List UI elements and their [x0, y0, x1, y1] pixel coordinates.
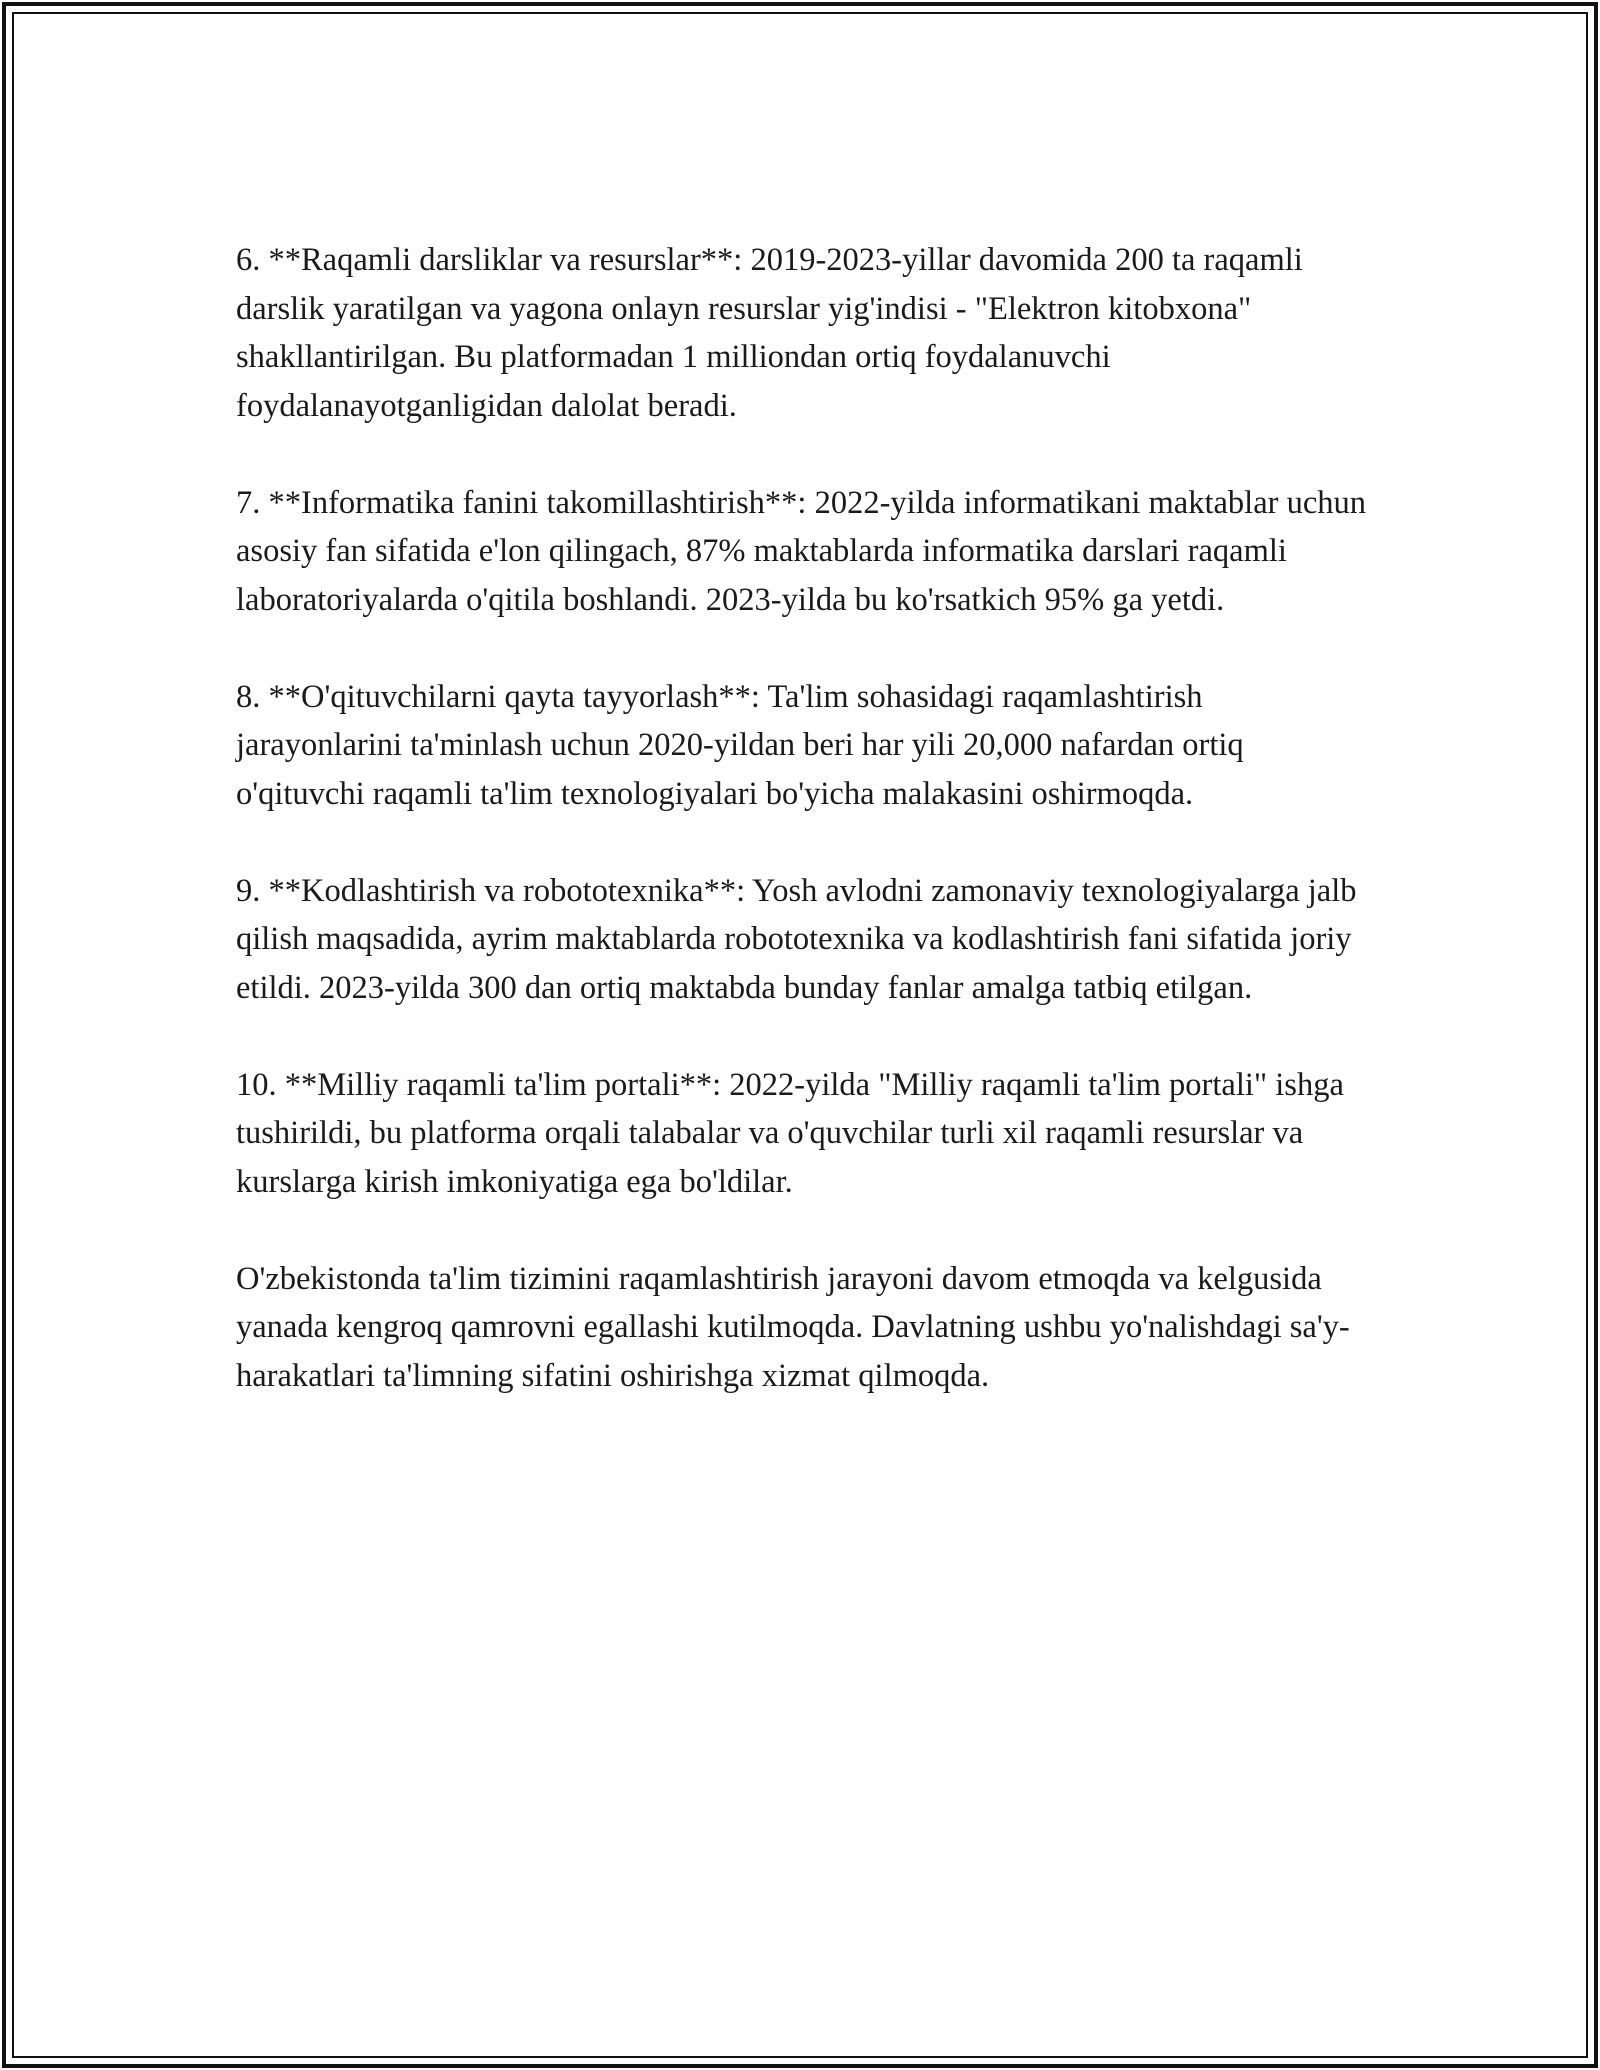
- paragraph-item-6: 6. **Raqamli darsliklar va resurslar**: 2019-2023-yillar davomida 200 ta raqamli darslik yaratilgan va yagona onlayn resurslar yig'indisi - "Elektron kitobxona" shakllantirilgan. Bu platformadan 1 milliondan ortiq foydalanuvchi foydalanayotganligidan dalolat beradi.: [236, 242, 1303, 424]
- paragraph-item-8: 8. **O'qituvchilarni qayta tayyorlash**: Ta'lim sohasidagi raqamlashtirish jarayonlarini ta'minlash uchun 2020-yildan beri har yili 20,000 nafardan ortiq o'qituvchi raqamli ta'lim texnologiyalari bo'yicha malakasini oshirmoqda.: [236, 678, 1244, 812]
- paragraph-item-7: 7. **Informatika fanini takomillashtirish**: 2022-yilda informatikani maktablar uchun asosiy fan sifatida e'lon qilingach, 87% maktablarda informatika darslari raqamli laboratoriyalarda o'qitila boshlandi. 2023-yilda bu ko'rsatkich 95% ga yetdi.: [236, 484, 1367, 618]
- paragraph-item-10: 10. **Milliy raqamli ta'lim portali**: 2022-yilda "Milliy raqamli ta'lim portali" ishga tushirildi, bu platforma orqali talabalar va o'quvchilar turli xil raqamli resurslar va kurslarga kirish imkoniyatiga ega bo'ldilar.: [236, 1066, 1344, 1200]
- paragraph-conclusion: O'zbekistonda ta'lim tizimini raqamlashtirish jarayoni davom etmoqda va kelgusida yanada kengroq qamrovni egallashi kutilmoqda. Davlatning ushbu yo'nalishdagi sa'y-harakatlari ta'limning sifatini oshirishga xizmat qilmoqda.: [236, 1260, 1350, 1394]
- paragraph-item-9: 9. **Kodlashtirish va robototexnika**: Yosh avlodni zamonaviy texnologiyalarga jalb qilish maqsadida, ayrim maktablarda robototexnika va kodlashtirish fani sifatida joriy etildi. 2023-yilda 300 dan ortiq maktabda bunday fanlar amalga tatbiq etilgan.: [236, 872, 1357, 1006]
- document-body: [236, 236, 1376, 1449]
